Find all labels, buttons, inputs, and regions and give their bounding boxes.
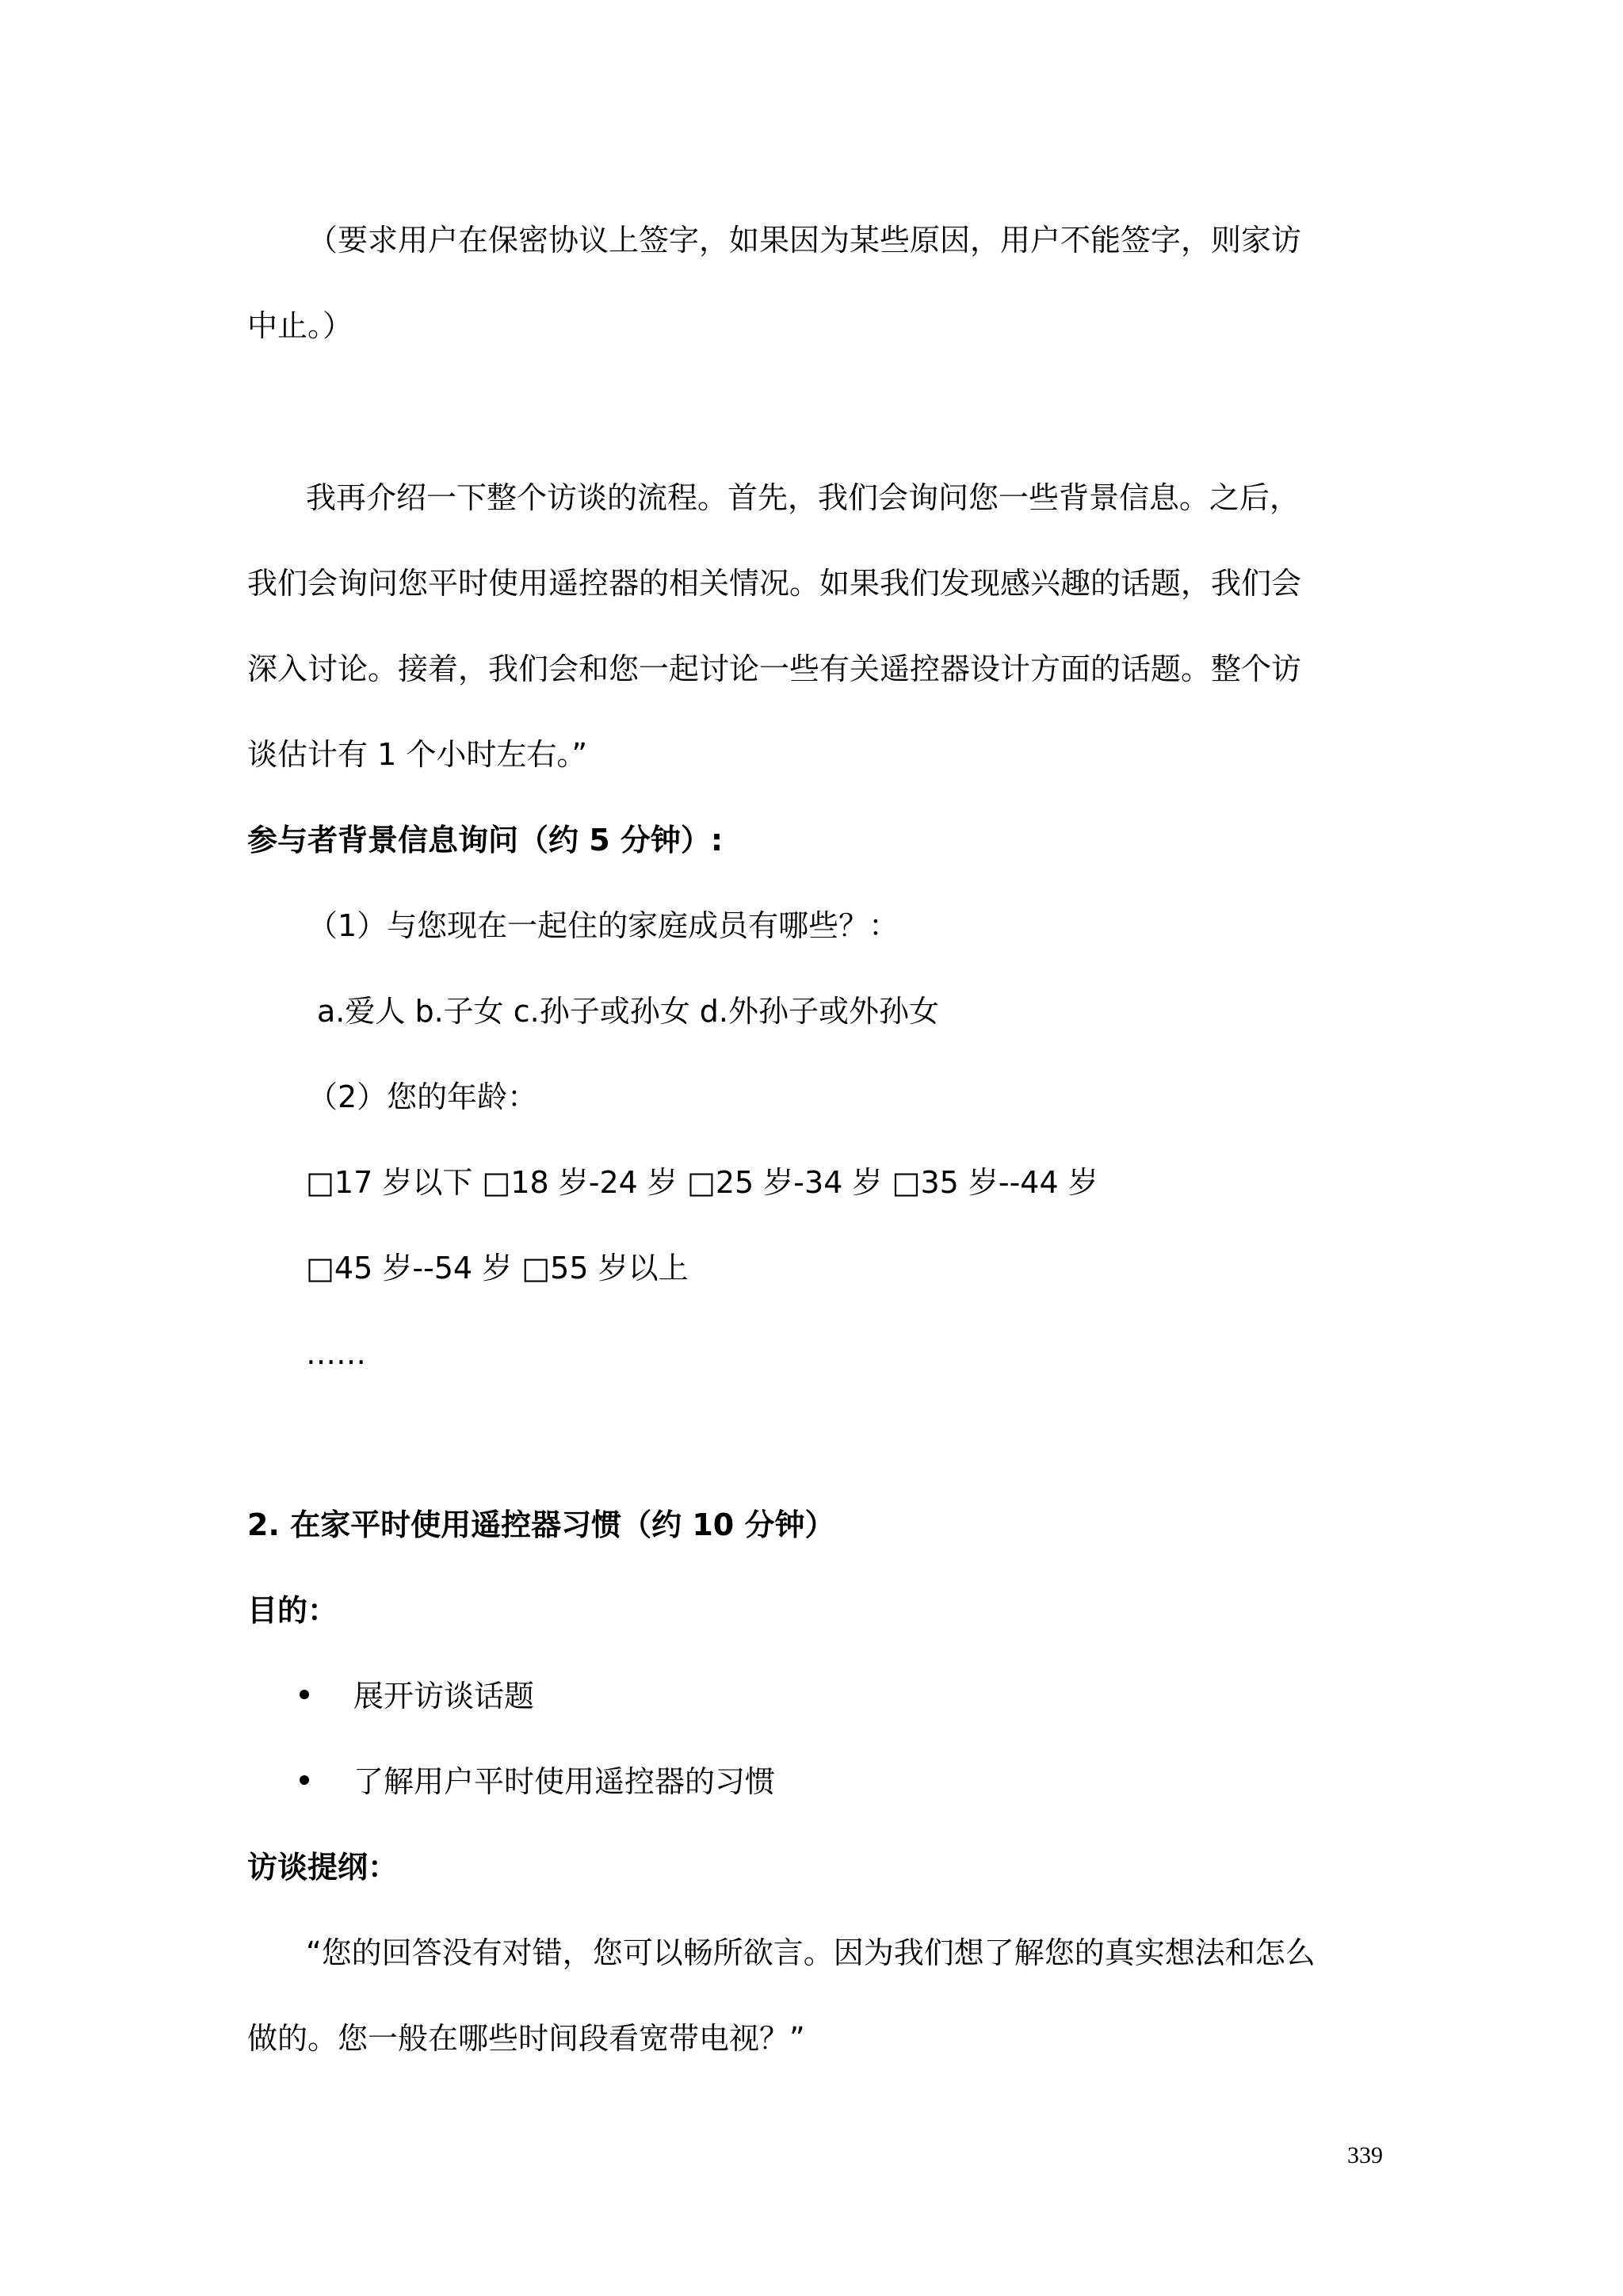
page-number: 339 <box>1347 2142 1383 2168</box>
outline-label: 访谈提纲： <box>247 1850 399 1885</box>
process-intro-line-2: 我们会询问您平时使用遥控器的相关情况。如果我们发现感兴趣的话题，我们会 <box>247 566 1302 601</box>
process-intro-line-1: 我再介绍一下整个访谈的流程。首先，我们会询问您一些背景信息。之后， <box>306 480 1300 515</box>
bullet-icon <box>300 1690 309 1699</box>
consent-note-line-1: （要求用户在保密协议上签字，如果因为某些原因，用户不能签字，则家访 <box>307 223 1302 258</box>
section-2-heading: 2. 在家平时使用遥控器习惯（约 10 分钟） <box>247 1507 835 1542</box>
ellipsis: …… <box>306 1336 366 1371</box>
question-1: （1）与您现在一起住的家庭成员有哪些？： <box>307 908 899 943</box>
consent-note-line-2: 中止。） <box>247 308 353 343</box>
purpose-item-2: 了解用户平时使用遥控器的习惯 <box>353 1764 776 1799</box>
question-2-options-line-1: □17 岁以下 □18 岁-24 岁 □25 岁-34 岁 □35 岁--44 岁 <box>306 1165 1098 1200</box>
outline-text-line-2: 做的。您一般在哪些时间段看宽带电视？” <box>247 2021 805 2056</box>
question-2-options-line-2: □45 岁--54 岁 □55 岁以上 <box>306 1251 689 1286</box>
bullet-icon <box>300 1775 309 1785</box>
background-heading: 参与者背景信息询问（约 5 分钟）: <box>247 823 724 858</box>
purpose-item-1: 展开访谈话题 <box>353 1679 535 1713</box>
process-intro-line-4: 谈估计有 1 个小时左右。” <box>247 737 588 772</box>
question-1-options: a.爱人 b.子女 c.孙子或孙女 d.外孙子或外孙女 <box>317 994 939 1029</box>
question-2: （2）您的年龄： <box>307 1079 538 1114</box>
process-intro-line-3: 深入讨论。接着，我们会和您一起讨论一些有关遥控器设计方面的话题。整个访 <box>247 651 1302 686</box>
outline-text-line-1: “您的回答没有对错，您可以畅所欲言。因为我们想了解您的真实想法和怎么 <box>306 1935 1316 1970</box>
purpose-label: 目的： <box>247 1593 338 1628</box>
